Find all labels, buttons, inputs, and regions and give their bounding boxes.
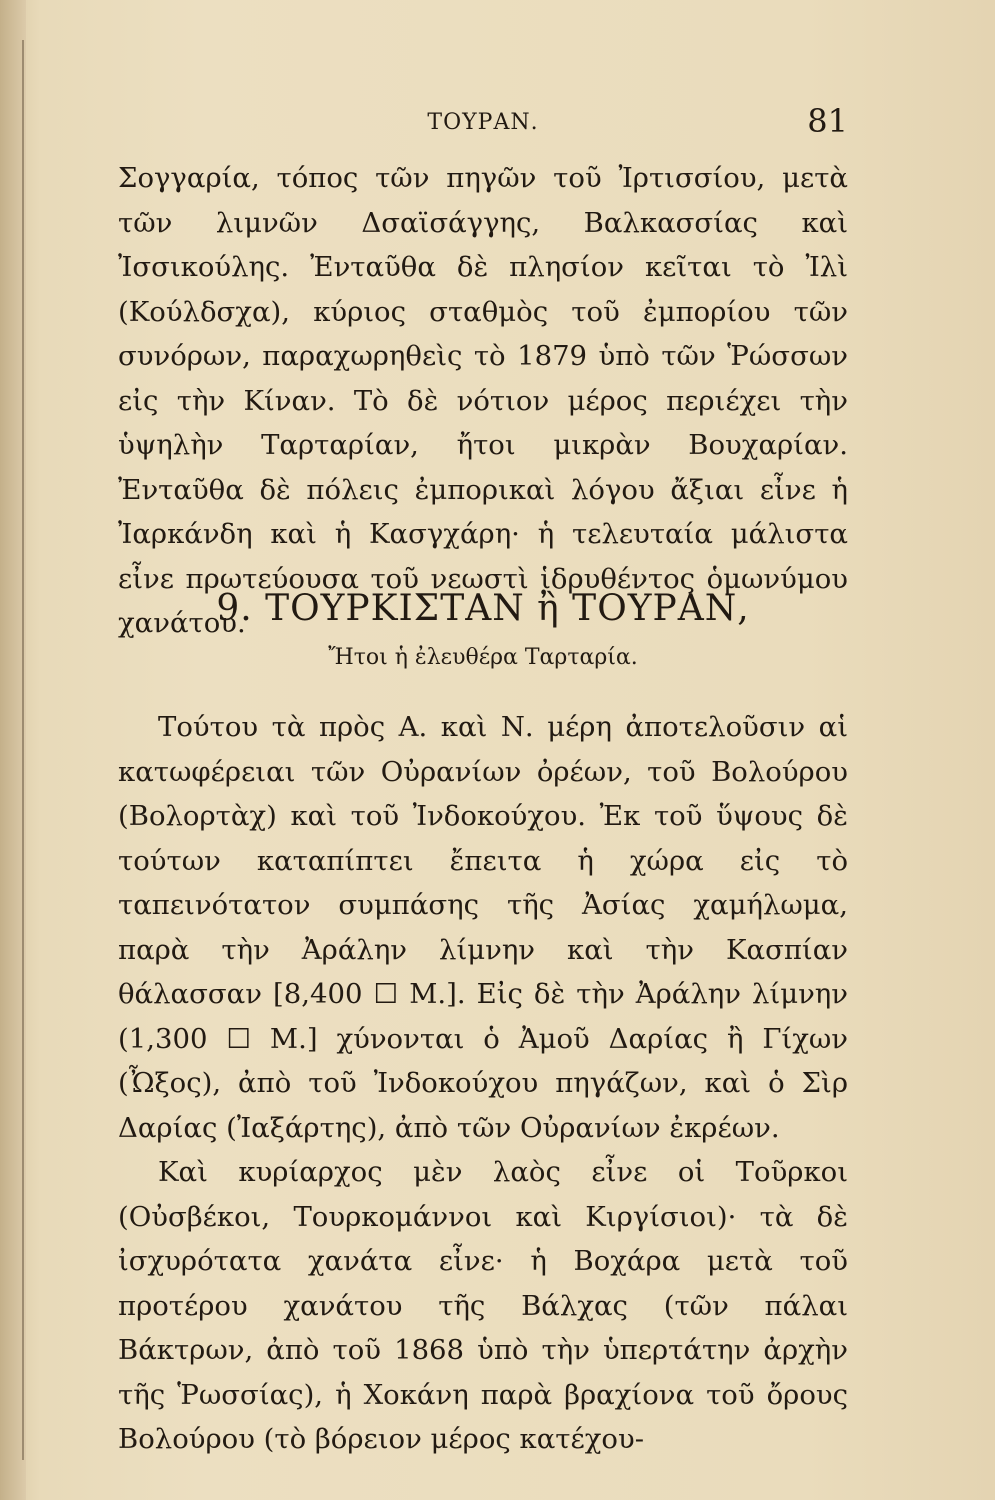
gutter-line bbox=[22, 40, 24, 1460]
page-header bbox=[118, 100, 848, 140]
paragraph: Τούτου τὰ πρὸς Α. καὶ Ν. μέρη ἀποτελοῦσιν αἱ κατωφέρειαι τῶν Οὐρανίων ὀρέων, τοῦ Βολούρου (Βολορτὰχ) καὶ τοῦ Ἰνδοκούχου. Ἐκ τοῦ ὕψους δὲ τούτων καταπίπτει ἔπειτα ἡ χώρα εἰς τὸ ταπεινότατον συμπάσης τῆς Ἀσίας χαμήλωμα, παρὰ τὴν Ἀράλην λίμνην καὶ τὴν Κασπίαν θάλασσαν [8,400 ☐ Μ.]. Εἰς δὲ τὴν Ἀράλην λίμνην (1,300 ☐ Μ.] χύνονται ὁ Ἀμοῦ Δαρίας ἢ Γίχων (Ὦξος), ἀπὸ τοῦ Ἰνδοκούχου πηγάζων, καὶ ὁ Σὶρ Δαρίας (Ἰαξάρτης), ἀπὸ τῶν Οὐρανίων ἐκρέων. bbox=[118, 711, 848, 1144]
paragraph: Καὶ κυρίαρχος μὲν λαὸς εἶνε οἱ Τοῦρκοι (Οὐσβέκοι, Τουρκομάννοι καὶ Κιργίσιοι)· τὰ δὲ ἰσχυρότατα χανάτα εἶνε· ἡ Βοχάρα μετὰ τοῦ προτέρου χανάτου τῆς Βάλχας (τῶν πάλαι Βάκτρων, ἀπὸ τοῦ 1868 ὑπὸ τὴν ὑπερτάτην ἀρχὴν τῆς Ῥωσσίας), ἡ Χοκάνη παρὰ βραχίονα τοῦ ὄρους Βολούρου (τὸ βόρειον μέρος κατέχου- bbox=[118, 1156, 848, 1455]
section-title: 9. ΤΟΥΡΚΙΣΤΑΝ ἢ ΤΟΥΡΑΝ, bbox=[216, 588, 750, 629]
section-subtitle: Ἤτοι ἡ ἐλευθέρα Ταρταρία. bbox=[328, 645, 638, 670]
paragraph: Σογγαρία, τόπος τῶν πηγῶν τοῦ Ἰρτισσίου, μετὰ τῶν λιμνῶν Δσαϊσάγγης, Βαλκασσίας καὶ Ἰσσικούλης. Ἐνταῦθα δὲ πλησίον κεῖται τὸ Ἰλὶ (Κούλδσχα), κύριος σταθμὸς τοῦ ἐμπορίου τῶν συνόρων, παραχωρηθεὶς τὸ 1879 ὑπὸ τῶν Ῥώσσων εἰς τὴν Κίναν. Τὸ δὲ νότιον μέρος περιέχει τὴν ὑψηλὴν Ταρταρίαν, ἤτοι μικρὰν Βουχαρίαν. Ἐνταῦθα δὲ πόλεις ἐμπορικαὶ λόγου ἄξιαι εἶνε ἡ Ἰαρκάνδη καὶ ἡ Κασγχάρη· ἡ τελευταία μάλιστα εἶνε πρωτεύουσα τοῦ νεωστὶ ἱδρυθέντος ὁμωνύμου χανάτου. bbox=[118, 162, 848, 639]
page-number: 81 bbox=[807, 102, 848, 140]
text-block-body bbox=[118, 705, 848, 1462]
running-head: ΤΟΥΡΑΝ. bbox=[427, 110, 539, 135]
text-block-top bbox=[118, 156, 848, 646]
page-gutter bbox=[0, 0, 26, 1500]
